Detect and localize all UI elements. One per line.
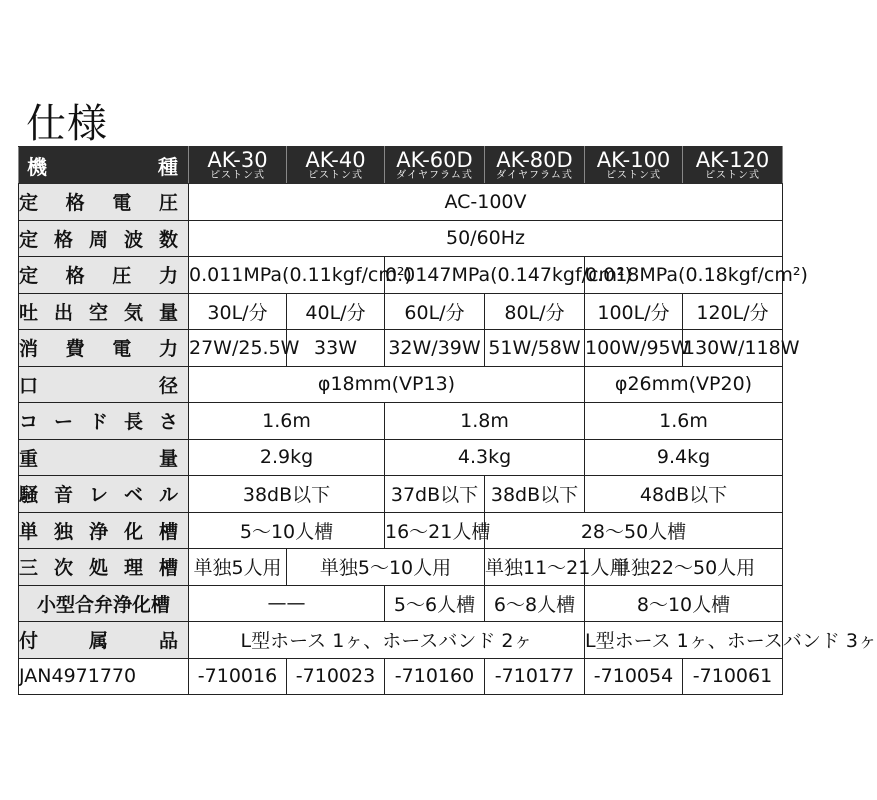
row-single-tank [19, 512, 783, 549]
cell-value: 50/60Hz [189, 220, 783, 257]
row-label-text: 定 格 圧 力 [19, 265, 178, 288]
cell-value: -710061 [683, 658, 783, 695]
model-ak40: AK-40 ピストン式 [287, 147, 385, 184]
row-label-text: 単 独 浄 化 槽 [19, 520, 178, 543]
row-label [19, 330, 189, 367]
row-label [19, 476, 189, 513]
row-label [19, 184, 189, 221]
model-header-label: 機 種 [19, 147, 189, 184]
cell-value: 16～21人槽 [385, 512, 485, 549]
cell-value: 100L/分 [585, 293, 683, 330]
cell-value: 単独22～50人用 [585, 549, 783, 586]
row-airflow [19, 293, 783, 330]
row-label [19, 549, 189, 586]
row-label-text: 定 格 周 波 数 [19, 228, 178, 251]
cell-value: 5～6人槽 [385, 585, 485, 622]
cell-value: 120L/分 [683, 293, 783, 330]
row-label: JAN4971770 [19, 658, 189, 695]
row-pressure [19, 257, 783, 294]
cell-value: 0.018MPa(0.18kgf/cm²) [585, 257, 783, 294]
cell-value: —— [189, 585, 385, 622]
header-row [19, 147, 783, 184]
row-label-text: 騒 音 レ ベ ル [19, 484, 178, 507]
row-label [19, 403, 189, 440]
row-label-text: 三 次 処 理 槽 [19, 557, 178, 580]
cell-value: 33W [287, 330, 385, 367]
row-label [19, 257, 189, 294]
model-ak30: AK-30 ピストン式 [189, 147, 287, 184]
row-label [19, 622, 189, 659]
row-accessories [19, 622, 783, 659]
cell-value: φ18mm(VP13) [189, 366, 585, 403]
row-label-text: 重 量 [19, 447, 178, 470]
cell-value: -710177 [485, 658, 585, 695]
cell-value: -710023 [287, 658, 385, 695]
cell-value: 130W/118W [683, 330, 783, 367]
model-ak120: AK-120 ピストン式 [683, 147, 783, 184]
row-tertiary [19, 549, 783, 586]
row-power [19, 330, 783, 367]
row-weight [19, 439, 783, 476]
page-title: 仕様 [26, 101, 108, 147]
row-label-text: 定 格 電 圧 [19, 192, 178, 215]
cell-value: 38dB以下 [189, 476, 385, 513]
row-label-text: 付 属 品 [19, 630, 178, 653]
model-ak80d: AK-80D ダイヤフラム式 [485, 147, 585, 184]
cell-value: -710160 [385, 658, 485, 695]
row-label-text: 口 径 [19, 374, 178, 397]
cell-value: -710016 [189, 658, 287, 695]
row-voltage [19, 184, 783, 221]
row-label-text: 吐 出 空 気 量 [19, 301, 178, 324]
row-label: 小型合弁浄化槽 [19, 585, 189, 622]
model-ak60d: AK-60D ダイヤフラム式 [385, 147, 485, 184]
cell-value: 38dB以下 [485, 476, 585, 513]
cell-value: 0.0147MPa(0.147kgf/cm²) [385, 257, 585, 294]
cell-value: 2.9kg [189, 439, 385, 476]
row-label-text: 消 費 電 力 [19, 338, 178, 361]
spec-table [18, 146, 877, 695]
row-label [19, 439, 189, 476]
cell-value: 単独11～21人用 [485, 549, 585, 586]
row-cord [19, 403, 783, 440]
row-noise [19, 476, 783, 513]
cell-value: 27W/25.5W [189, 330, 287, 367]
row-label-text: コ ー ド 長 さ [19, 411, 178, 434]
cell-value: 32W/39W [385, 330, 485, 367]
row-label [19, 220, 189, 257]
cell-value: 4.3kg [385, 439, 585, 476]
cell-value: 80L/分 [485, 293, 585, 330]
row-label [19, 293, 189, 330]
cell-value: 1.6m [189, 403, 385, 440]
row-jan [19, 658, 783, 695]
cell-value: 1.6m [585, 403, 783, 440]
cell-value: 単独5人用 [189, 549, 287, 586]
cell-value: φ26mm(VP20) [585, 366, 783, 403]
cell-value: L型ホース 1ヶ、ホースバンド 2ヶ [189, 622, 585, 659]
row-label [19, 366, 189, 403]
row-small-combined [19, 585, 783, 622]
cell-value: 60L/分 [385, 293, 485, 330]
cell-value: 51W/58W [485, 330, 585, 367]
cell-value: 8～10人槽 [585, 585, 783, 622]
cell-value: 0.011MPa(0.11kgf/cm²) [189, 257, 385, 294]
cell-value: AC-100V [189, 184, 783, 221]
cell-value: -710054 [585, 658, 683, 695]
cell-value: 37dB以下 [385, 476, 485, 513]
row-diameter [19, 366, 783, 403]
cell-value: 6～8人槽 [485, 585, 585, 622]
model-ak100: AK-100 ピストン式 [585, 147, 683, 184]
cell-value: L型ホース 1ヶ、ホースバンド 3ヶ [585, 622, 783, 659]
cell-value: 100W/95W [585, 330, 683, 367]
cell-value: 9.4kg [585, 439, 783, 476]
cell-value: 30L/分 [189, 293, 287, 330]
cell-value: 単独5～10人用 [287, 549, 485, 586]
cell-value: 1.8m [385, 403, 585, 440]
row-label [19, 512, 189, 549]
cell-value: 48dB以下 [585, 476, 783, 513]
cell-value: 28～50人槽 [485, 512, 783, 549]
row-frequency [19, 220, 783, 257]
cell-value: 40L/分 [287, 293, 385, 330]
cell-value: 5～10人槽 [189, 512, 385, 549]
